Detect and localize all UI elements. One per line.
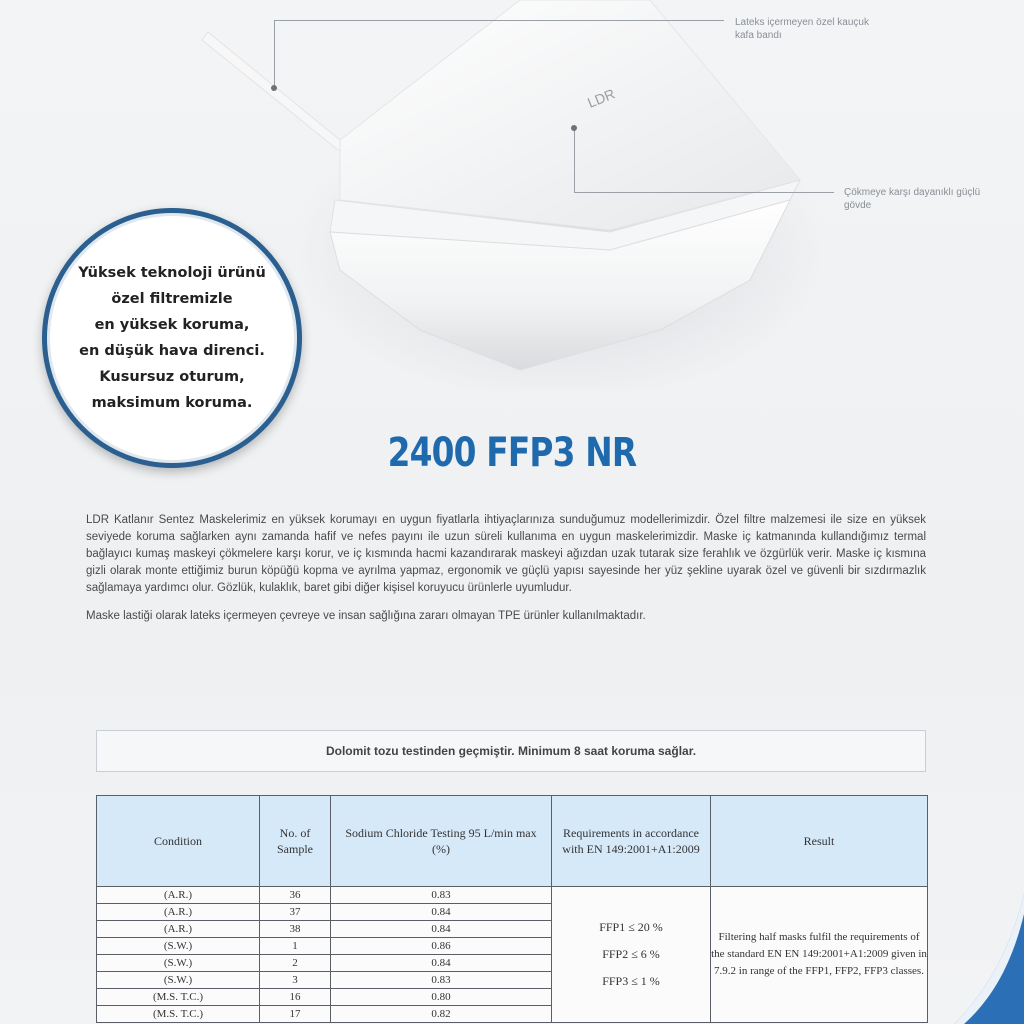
callout-line-strap — [274, 20, 724, 21]
cell-sample: 1 — [260, 938, 331, 955]
cell-sample: 2 — [260, 955, 331, 972]
cell-condition: (A.R.) — [97, 904, 260, 921]
cell-condition: (M.S. T.C.) — [97, 1006, 260, 1023]
cell-condition: (S.W.) — [97, 955, 260, 972]
badge-line: Yüksek teknoloji ürünü — [78, 265, 266, 281]
cell-condition: (S.W.) — [97, 972, 260, 989]
cell-sample: 16 — [260, 989, 331, 1006]
cell-sample: 3 — [260, 972, 331, 989]
callout-dot-strap — [271, 85, 277, 91]
badge-text — [78, 260, 266, 416]
callout-line-body — [574, 192, 834, 193]
requirement-ffp2: FFP2 ≤ 6 % — [602, 947, 660, 961]
cell-sample: 37 — [260, 904, 331, 921]
header-condition: Condition — [97, 796, 260, 887]
cell-sample: 38 — [260, 921, 331, 938]
cell-value: 0.83 — [331, 887, 552, 904]
cell-condition: (M.S. T.C.) — [97, 989, 260, 1006]
description-paragraph: Maske lastiği olarak lateks içermeyen çevreye ve insan sağlığına zararı olmayan TPE ürünler kullanılmaktadır. — [86, 610, 646, 622]
header-nacl: Sodium Chloride Testing 95 L/min max (%) — [331, 796, 552, 887]
table-row — [97, 887, 928, 904]
badge-line: en düşük hava direnci. — [79, 343, 265, 359]
cell-requirements — [552, 887, 711, 1023]
cell-sample: 17 — [260, 1006, 331, 1023]
callout-line-strap-drop — [274, 20, 275, 88]
cell-value: 0.80 — [331, 989, 552, 1006]
callout-body: Çökmeye karşı dayanıklı güçlü gövde — [844, 187, 981, 211]
cell-value: 0.83 — [331, 972, 552, 989]
header-requirements: Requirements in accordance with EN 149:2001+A1:2009 — [552, 796, 711, 887]
test-results-table — [96, 795, 928, 1023]
badge-line: en yüksek koruma, — [94, 317, 250, 333]
header-result: Result — [711, 796, 928, 887]
badge-line: maksimum koruma. — [91, 395, 253, 411]
cell-sample: 36 — [260, 887, 331, 904]
corner-swoosh — [954, 894, 1024, 1024]
callout-dot-body — [571, 125, 577, 131]
requirement-ffp3: FFP3 ≤ 1 % — [602, 974, 660, 988]
cell-value: 0.82 — [331, 1006, 552, 1023]
badge-line: Kusursuz oturum, — [99, 369, 245, 385]
dolomite-note-text: Dolomit tozu testinden geçmiştir. Minimum 8 saat koruma sağlar. — [325, 744, 697, 758]
badge-line: özel filtremizle — [111, 291, 233, 307]
cell-condition: (A.R.) — [97, 887, 260, 904]
callout-headband: Lateks içermeyen özel kauçuk kafa bandı — [735, 17, 869, 41]
cell-condition: (S.W.) — [97, 938, 260, 955]
callout-line-body-drop — [574, 128, 575, 192]
cell-value: 0.86 — [331, 938, 552, 955]
cell-result: Filtering half masks fulfil the requirements of the standard EN EN 149:2001+A1:2009 given in 7.9.2 in range of the FFP1, FFP2, FFP3 classes. — [711, 887, 928, 1023]
cell-value: 0.84 — [331, 904, 552, 921]
requirement-ffp1: FFP1 ≤ 20 % — [599, 920, 663, 934]
table-header-row — [97, 796, 928, 887]
header-sample: No. of Sample — [260, 796, 331, 887]
feature-badge — [42, 208, 302, 468]
dolomite-note — [96, 730, 926, 772]
cell-value: 0.84 — [331, 921, 552, 938]
product-description — [86, 512, 926, 636]
cell-value: 0.84 — [331, 955, 552, 972]
description-paragraph: LDR Katlanır Sentez Maskelerimiz en yüksek korumayı en uygun fiyatlarla ihtiyaçlarınıza sunduğumuz modellerimizdir. Özel filtre malzemesi ile size en yüksek seviyede koruma sağlarken aynı zamanda hafif ve nefes payını ile uzun süreli kullanıma en uygun maskelerimizdir. Maske iç katmanında kullandığımız termal bağlayıcı kumaş maskeyi çökmelere karşı korur, ve iç kısmında hacmi kazandırarak maskeyi ağızdan uzak tutarak size ferahlık ve özgürlük verir. Maske iç kısmına gizli olarak monte ettiğimiz burun köpüğü kopma ve ayrılma yapmaz, ergonomik ve güçlü yapısı sayesinde her yüz şekline uyarak özel ve güvenli bir sızdırmazlık sağlamaya yardımcı olur. Gözlük, kulaklık, baret gibi diğer kişisel koruyucu ürünlerle uyumludur. — [86, 514, 926, 594]
product-title: 2400 FFP3 NR — [387, 430, 637, 476]
cell-condition: (A.R.) — [97, 921, 260, 938]
mask-print: LDR — [585, 85, 618, 111]
